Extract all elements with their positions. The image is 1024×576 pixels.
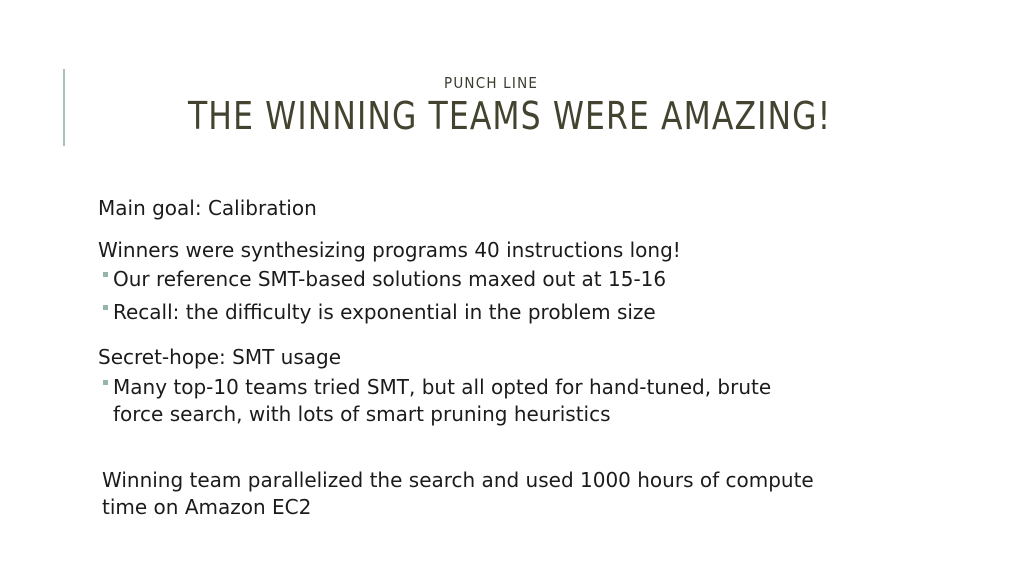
paragraph-winning-team-line1: Winning team parallelized the search and used 1000 hours of compute — [102, 468, 814, 492]
title-accent-bar — [63, 69, 65, 146]
paragraph-main-goal: Main goal: Calibration — [98, 196, 317, 220]
paragraph-secret-hope: Secret-hope: SMT usage — [98, 345, 342, 369]
bullet-recall-difficulty: Recall: the difficulty is exponential in the problem size — [113, 300, 656, 324]
slide-subtitle: PUNCH LINE — [444, 74, 539, 92]
paragraph-winners: Winners were synthesizing programs 40 instructions long! — [98, 238, 681, 262]
bullet-top-teams-line2: force search, with lots of smart pruning heuristics — [113, 402, 611, 426]
paragraph-winning-team-line2: time on Amazon EC2 — [102, 495, 312, 519]
bullet-marker — [103, 305, 108, 310]
bullet-marker — [103, 380, 108, 385]
bullet-top-teams-line1: Many top-10 teams tried SMT, but all opted for hand-tuned, brute — [113, 375, 772, 399]
bullet-reference-smt: Our reference SMT-based solutions maxed out at 15-16 — [113, 267, 667, 291]
slide-title: THE WINNING TEAMS WERE AMAZING! — [188, 94, 832, 138]
bullet-marker — [103, 272, 108, 277]
